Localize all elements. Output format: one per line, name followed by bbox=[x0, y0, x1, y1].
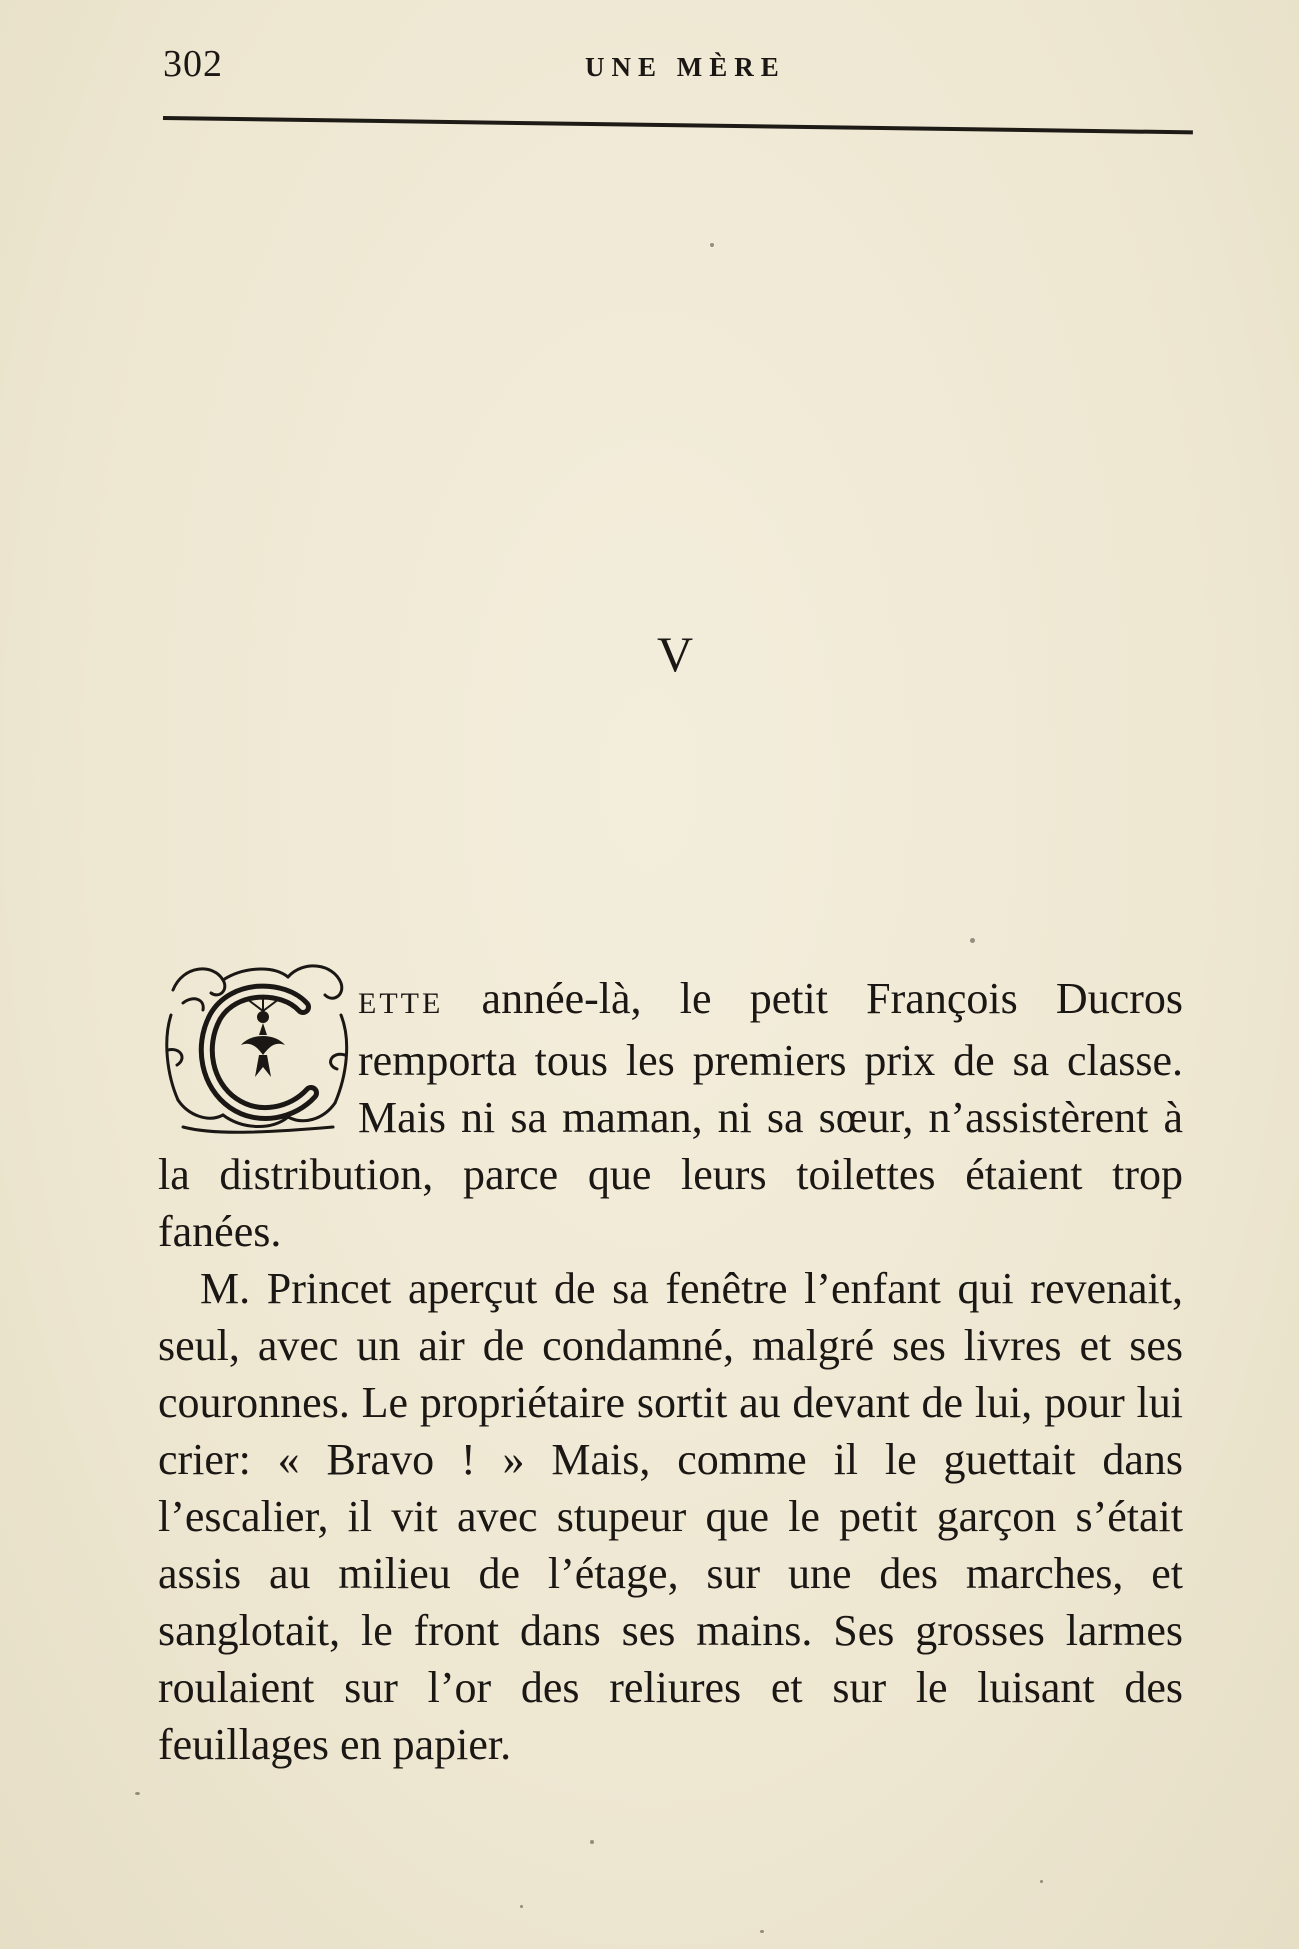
paper-speck bbox=[520, 1905, 523, 1908]
paragraph-1 bbox=[158, 970, 1183, 1260]
paper-speck bbox=[135, 1792, 140, 1795]
body-text bbox=[158, 970, 1183, 1773]
paragraph-1-text: année-là, le petit François Ducros remporta tous les premiers prix de sa classe. Mais ni sa maman, ni sa sœur, n’assistèrent à la distribution, parce que leurs toilettes étaient trop fanées. bbox=[158, 974, 1183, 1256]
page-number: 302 bbox=[163, 43, 223, 85]
paper-speck bbox=[710, 243, 714, 247]
paragraph-2: M. Princet aperçut de sa fenêtre l’enfant qui revenait, seul, avec un air de condamné, malgré ses livres et ses couronnes. Le propriétaire sortit au devant de lui, pour lui crier: « Bravo ! » Mais, comme il le guettait dans l’escalier, il vit avec stupeur que le petit garçon s’était assis au milieu de l’étage, sur une des marches, et sanglotait, le front dans ses mains. Ses grosses larmes roulaient sur l’or des reliures et sur le luisant des feuillages en papier. bbox=[158, 1264, 1183, 1769]
running-title: UNE MÈRE bbox=[585, 52, 786, 82]
header-rule bbox=[163, 116, 1193, 134]
lead-in-small-caps: ETTE bbox=[358, 987, 444, 1020]
chapter-number: V bbox=[656, 626, 694, 682]
paper-speck bbox=[760, 1930, 764, 1933]
paper-speck bbox=[590, 1840, 594, 1844]
paper-speck bbox=[1040, 1880, 1043, 1883]
paper-speck bbox=[970, 938, 975, 943]
drop-cap-space bbox=[158, 970, 358, 1135]
